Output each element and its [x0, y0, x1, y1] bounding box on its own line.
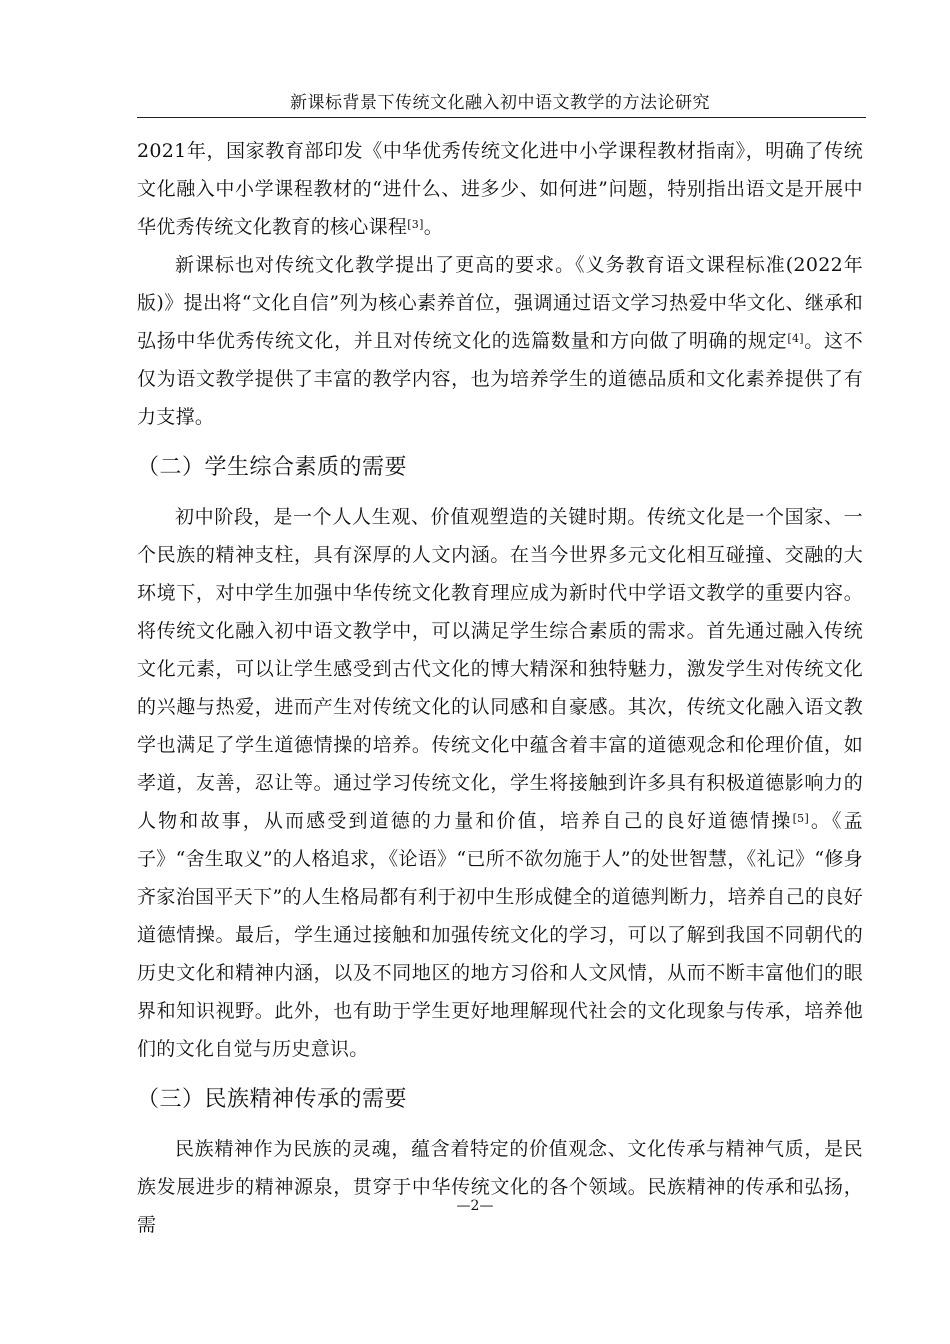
- paragraph-2: [137, 246, 863, 436]
- running-header-title: 新课标背景下传统文化融入初中语文教学的方法论研究: [290, 93, 710, 113]
- section-heading-2: （二）学生综合素质的需要: [137, 455, 408, 480]
- citation-5: [5]: [792, 812, 810, 825]
- paragraph-4-text: 民族精神作为民族的灵魂，蕴含着特定的价值观念、文化传承与精神气质，是民族发展进步的精神源泉，贯穿于中华传统文化的各个领域。民族精神的传承和弘扬，需: [137, 1138, 863, 1236]
- page-body: [137, 132, 863, 1244]
- paragraph-3-text: 初中阶段，是一个人人生观、价值观塑造的关键时期。传统文化是一个国家、一个民族的精神支柱，具有深厚的人文内涵。在当今世界多元文化相互碰撞、交融的大环境下，对中学生加强中华传统文化教育理应成为新时代中学语文教学的重要内容。将传统文化融入初中语文教学中，可以满足学生综合素质的需求。首先通过融入传统文化元素，可以让学生感受到古代文化的博大精深和独特魅力，激发学生对传统文化的兴趣与热爱，进而产生对传统文化的认同感和自豪感。其次，传统文化融入语文教学也满足了学生道德情操的培养。传统文化中蕴含着丰富的道德观念和伦理价值，如孝道，友善，忍让等。通过学习传统文化，学生将接触到许多具有积极道德影响力的人物和故事，从而感受到道德的力量和价值，培养自己的良好道德情操: [137, 506, 863, 832]
- paragraph-1-tail: 。: [423, 216, 443, 238]
- paragraph-4: [137, 1130, 863, 1244]
- paragraph-3-tail: 。《孟子》“舍生取义”的人格追求，《论语》“已所不欲勿施于人”的处世智慧，《礼记》“修身齐家治国平天下”的人生格局都有利于初中生形成健全的道德判断力，培养自己的良好道德情操。最后，学生通过接触和加强传统文化的学习，可以了解到我国不同朝代的历史文化和精神内涵，以及不同地区的地方习俗和人文风情，从而不断丰富他们的眼界和知识视野。此外，也有助于学生更好地理解现代社会的文化现象与传承，培养他们的文化自觉与历史意识。: [137, 810, 863, 1060]
- header-rule: [137, 117, 866, 118]
- page-number: —2—: [456, 1198, 494, 1214]
- paragraph-3: [137, 498, 863, 1068]
- citation-3: [3]: [407, 218, 424, 231]
- citation-4: [4]: [787, 332, 804, 345]
- paragraph-1-text: 2021年，国家教育部印发《中华优秀传统文化进中小学课程教材指南》，明确了传统文化融入中小学课程教材的“进什么、进多少、如何进”问题，特别指出语文是开展中华优秀传统文化教育的核心课程: [137, 140, 863, 238]
- paragraph-2-tail: 。这不仅为语文教学提供了丰富的教学内容，也为培养学生的道德品质和文化素养提供了有力支撑。: [137, 330, 864, 428]
- paragraph-2-text: 新课标也对传统文化教学提出了更高的要求。《义务教育语文课程标准(2022年版)》提出将“文化自信”列为核心素养首位，强调通过语文学习热爱中华文化、继承和弘扬中华优秀传统文化，并且对传统文化的选篇数量和方向做了明确的规定: [137, 254, 863, 352]
- section-heading-3: （三）民族精神传承的需要: [137, 1087, 408, 1112]
- paragraph-1: [137, 132, 863, 246]
